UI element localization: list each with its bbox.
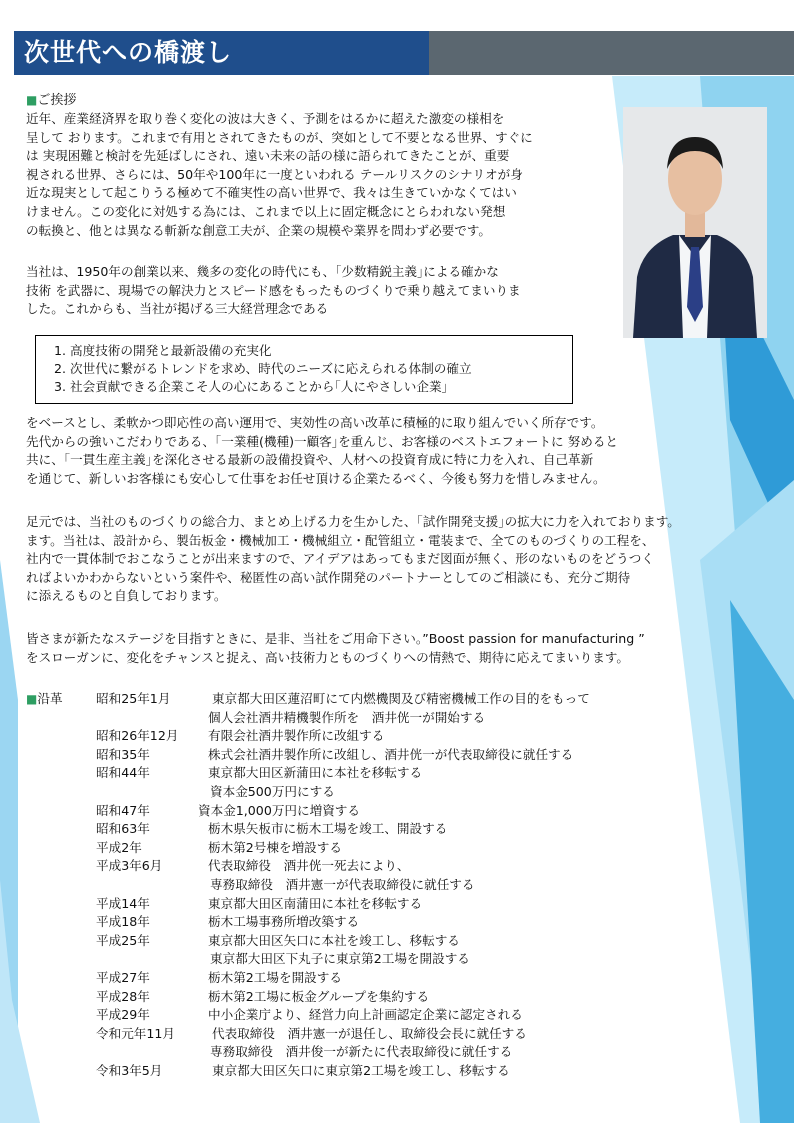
- paragraph-line: 技術 を武器に、現場での解決力とスピード感をもったものづくりで乗り越えてまいりま: [26, 282, 521, 298]
- paragraph-line: は 実現困難と検討を先延ばしにされ、遠い未来の話の様に語られてきたことが、重要: [26, 148, 510, 164]
- history-row: [26, 1004, 706, 1023]
- history-row: [26, 762, 706, 781]
- history-text: 個人会社酒井精機製作所を 酒井侊一が開始する: [208, 709, 486, 725]
- history-row: [26, 744, 706, 763]
- paragraph-line: をスローガンに、変化をチャンスと捉え、高い技術力とものづくりへの情熱で、期待に応えてまいります。: [26, 649, 629, 665]
- history-text: 専務取締役 酒井俊一が新たに代表取締役に就任する: [210, 1044, 513, 1060]
- history-date: 平成14年: [96, 895, 150, 911]
- history-section: [26, 688, 706, 1078]
- paragraph-line: をベースとし、柔軟かつ即応性の高い運用で、実効性の高い改革に積極的に取り組んでいく所存です。: [26, 415, 604, 430]
- history-text: 株式会社酒井製作所に改組し、酒井侊一が代表取締役に就任する: [208, 746, 574, 762]
- history-row: [26, 930, 706, 949]
- history-row: [26, 1023, 706, 1042]
- green-square-icon: ■: [26, 93, 38, 107]
- principles-list: [36, 336, 572, 396]
- history-row: [26, 855, 706, 874]
- history-row: [26, 1041, 706, 1060]
- history-date: 昭和26年12月: [96, 728, 179, 744]
- principles-box: [35, 335, 573, 404]
- history-row: [26, 818, 706, 837]
- history-text: 中小企業庁より、経営力向上計画認定企業に認定される: [208, 1007, 523, 1023]
- history-date: 昭和44年: [96, 765, 150, 781]
- history-date: 昭和25年1月: [96, 691, 171, 706]
- history-row: [26, 688, 706, 707]
- history-row: [26, 837, 706, 856]
- history-text: 代表取締役 酒井侊一死去により、: [208, 858, 410, 874]
- history-heading: [26, 688, 63, 707]
- paragraph-line: ればよいかわからないという案件や、秘匿性の高い試作開発のパートナーとしてのご相談にも、充分ご期待: [26, 569, 631, 585]
- greeting-paragraph-4: [26, 513, 756, 606]
- history-text: 東京都大田区下丸子に東京第2工場を開設する: [210, 951, 470, 967]
- history-row: [26, 1060, 706, 1079]
- history-text: 東京都大田区矢口に本社を竣工し、移転する: [208, 932, 460, 948]
- paragraph-line: 先代からの強いこだわりである、｢一業種(機種)一顧客｣を重んじ、お客様のベストエフォートに 努めると: [26, 433, 619, 449]
- greeting-paragraph-2: [26, 263, 606, 319]
- paragraph-line: 当社は、1950年の創業以来、幾多の変化の時代にも、｢少数精鋭主義｣による確かな: [26, 264, 499, 279]
- paragraph-line: 呈して おります。これまで有用とされてきたものが、突如として不要となる世界、すぐに: [26, 129, 533, 145]
- history-date: 令和元年11月: [96, 1025, 175, 1041]
- history-text: 代表取締役 酒井憲一が退任し、取締役会長に就任する: [212, 1025, 527, 1041]
- history-date: 令和3年5月: [96, 1062, 163, 1078]
- green-square-icon: ■: [26, 692, 38, 706]
- paragraph-line: 足元では、当社のものづくりの総合力、まとめ上げる力を生かした、｢試作開発支援｣の拡大に力を入れております。: [26, 514, 680, 529]
- paragraph-line: 近年、産業経済界を取り巻く変化の波は大きく、予測をはるかに超えた激変の様相を: [26, 111, 505, 126]
- paragraph-line: に添えるものと自負しております。: [26, 588, 227, 604]
- history-row: [26, 986, 706, 1005]
- portrait-photo: [623, 107, 767, 338]
- history-date: 平成3年6月: [96, 858, 163, 874]
- history-row: [26, 911, 706, 930]
- history-row: [26, 967, 706, 986]
- history-text: 栃木工場事務所増改築する: [208, 914, 360, 930]
- principle-item: 1. 高度技術の開発と最新設備の充実化: [54, 343, 272, 358]
- greeting-paragraph-1: [26, 110, 606, 240]
- history-text: 資本金1,000万円に増資する: [198, 802, 360, 818]
- page-title: 次世代への橋渡し: [24, 38, 233, 67]
- greeting-heading: [26, 91, 606, 110]
- history-date: 平成25年: [96, 932, 150, 948]
- history-row: [26, 781, 706, 800]
- history-row: [26, 800, 706, 819]
- history-list: [26, 688, 706, 1078]
- history-date: 平成18年: [96, 914, 150, 930]
- paragraph-line: 視される世界、さらには、50年や100年に一度といわれる テールリスクのシナリオが身: [26, 166, 523, 182]
- greeting-paragraph-2-block: [26, 263, 606, 319]
- history-text: 栃木第2工場を開設する: [208, 969, 342, 985]
- paragraph-line: を通じて、新しいお客様にも安心して仕事をお任せ頂ける企業たるべく、今後も努力を惜しみません。: [26, 470, 606, 486]
- principle-item: 2. 次世代に繋がるトレンドを求め、時代のニーズに応えられる体制の確立: [54, 361, 472, 376]
- portrait-illustration: [623, 107, 767, 338]
- history-text: 栃木県矢板市に栃木工場を竣工、開設する: [208, 821, 448, 837]
- principle-item: 3. 社会貢献できる企業こそ人の心にあることから｢人にやさしい企業｣: [54, 379, 448, 394]
- paragraph-line: した。これからも、当社が掲げる三大経営理念である: [26, 301, 329, 317]
- greeting-paragraph-4-block: [26, 513, 756, 606]
- history-text: 栃木第2工場に板金グループを集約する: [208, 988, 430, 1004]
- history-heading-label: 沿革: [37, 691, 63, 706]
- paragraph-line: けません。この変化に対処する為には、これまで以上に固定概念にとらわれない発想: [26, 203, 506, 219]
- history-row: [26, 707, 706, 726]
- greeting-paragraph-5: [26, 630, 766, 667]
- history-text: 東京都大田区矢口に東京第2工場を竣工し、移転する: [212, 1062, 510, 1078]
- history-text: 東京都大田区蓮沼町にて内燃機関及び精密機械工作の目的をもって: [212, 691, 590, 706]
- paragraph-line: 共に、｢一貫生産主義｣を深化させる最新の設備投資や、人材への投資育成に特に力を入れ、自己革新: [26, 452, 594, 468]
- history-date: 平成29年: [96, 1007, 150, 1023]
- history-date: 平成2年: [96, 839, 142, 855]
- history-date: 昭和47年: [96, 802, 150, 818]
- history-date: 昭和35年: [96, 746, 150, 762]
- paragraph-line: 皆さまが新たなステージを目指すときに、是非、当社をご用命下さい。”Boost passion for manufacturing ”: [26, 631, 645, 646]
- paragraph-line: 社内で一貫体制でおこなうことが出来ますので、アイデアはあってもまだ図面が無く、形のないものをどうつく: [26, 551, 654, 567]
- history-text: 資本金500万円にする: [210, 783, 335, 799]
- history-row: [26, 948, 706, 967]
- history-row: [26, 725, 706, 744]
- greeting-paragraph-3-block: [26, 414, 756, 488]
- paragraph-line: ます。当社は、設計から、製缶板金・機械加工・機械組立・配管組立・電装まで、全てのものづくりの工程を、: [26, 532, 655, 548]
- history-date: 平成28年: [96, 988, 150, 1004]
- history-text: 栃木第2号棟を増設する: [208, 839, 342, 855]
- title-bar: [14, 31, 429, 75]
- greeting-heading-label: ご挨拶: [37, 93, 77, 108]
- history-date: 平成27年: [96, 969, 150, 985]
- history-date: 昭和63年: [96, 821, 150, 837]
- history-text: 有限会社酒井製作所に改組する: [208, 728, 385, 744]
- history-text: 東京都大田区新蒲田に本社を移転する: [208, 765, 423, 781]
- history-row: [26, 893, 706, 912]
- history-text: 専務取締役 酒井憲一が代表取締役に就任する: [210, 876, 475, 892]
- greeting-section: [26, 91, 606, 240]
- history-row: [26, 874, 706, 893]
- paragraph-line: の転換と、他とは異なる斬新な創意工夫が、企業の規模や業界を問わず必要です。: [26, 222, 491, 238]
- history-text: 東京都大田区南蒲田に本社を移転する: [208, 895, 423, 911]
- greeting-paragraph-5-block: [26, 630, 766, 667]
- greeting-paragraph-3: [26, 414, 756, 488]
- paragraph-line: 近な現実として起こりうる極めて不確実性の高い世界で、我々は生きていかなくてはい: [26, 185, 517, 201]
- title-bar-extension: [429, 31, 794, 75]
